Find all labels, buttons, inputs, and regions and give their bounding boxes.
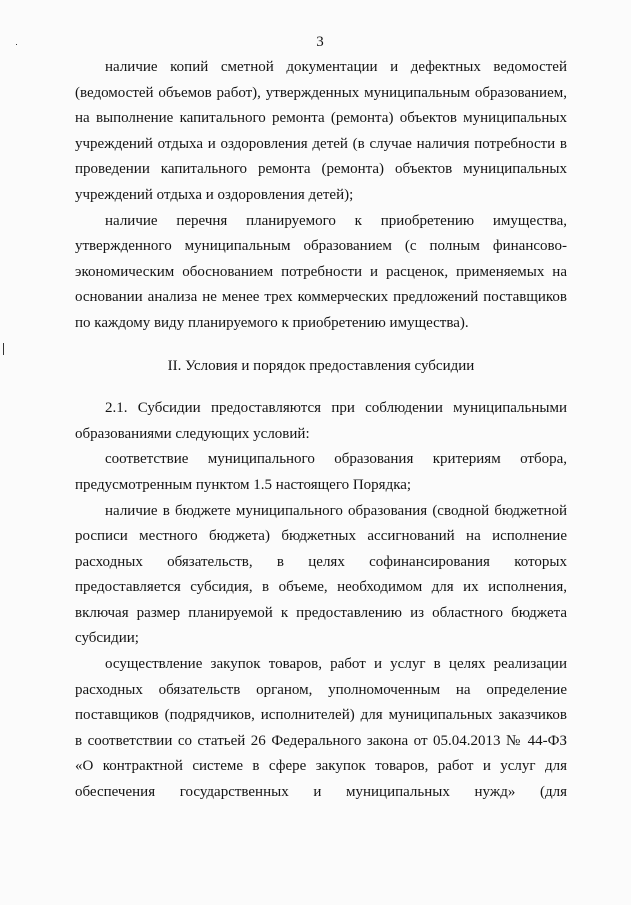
paragraph-line: соответствие муниципального образования критериям отбора, <box>105 451 567 468</box>
paragraph-line: учреждений отдыха и оздоровления детей (в случае наличия потребности в <box>75 135 567 152</box>
paragraph-line: основании анализа не менее трех коммерческих предложений поставщиков <box>75 289 567 306</box>
paragraph-line: наличие копий сметной документации и дефектных ведомостей <box>105 59 567 75</box>
paragraph-line: включая размер планируемой к предоставлению из областного бюджета <box>75 604 567 621</box>
paragraph-line: по каждому виду планируемого к приобретению имущества). <box>75 314 469 331</box>
section-heading: II. Условия и порядок предоставления субсидии <box>167 357 475 374</box>
paragraph-line: предусмотренным пунктом 1.5 настоящего Порядка; <box>75 476 412 493</box>
paragraph-line: расходных обязательств, в целях софинансирования которых <box>75 553 567 570</box>
paragraph-line: проведении капитального ремонта (ремонта) объектов муниципальных <box>75 161 567 178</box>
paragraph-line: на выполнение капитального ремонта (ремонта) объектов муниципальных <box>75 110 567 127</box>
paragraph-line: в соответствии со статьей 26 Федерального закона от 05.04.2013 № 44-ФЗ <box>75 732 567 749</box>
page-number: 3 <box>316 34 324 50</box>
paragraph-line: наличие перечня планируемого к приобретению имущества, <box>105 212 567 229</box>
document-body <box>75 55 567 806</box>
paragraph-line: предоставляется субсидия, в объеме, необходимом для их исполнения, <box>75 579 567 596</box>
paragraph-line: наличие в бюджете муниципального образования (сводной бюджетной <box>105 502 567 519</box>
paragraph-line: обеспечения государственных и муниципальных нужд» (для <box>75 784 567 801</box>
scan-mark <box>3 343 4 355</box>
scan-mark <box>16 44 17 45</box>
paragraph-line: утвержденного муниципальным образованием (с полным финансово- <box>75 238 567 255</box>
paragraph-line: «О контрактной системе в сфере закупок товаров, работ и услуг для <box>75 758 567 775</box>
paragraph-line: образованиями следующих условий: <box>75 425 310 442</box>
paragraph-line: расходных обязательств органом, уполномоченным на определение <box>75 681 567 698</box>
paragraph-line: росписи местного бюджета) бюджетных ассигнований на исполнение <box>75 528 567 545</box>
paragraph-line: экономическим обоснованием потребности и расценок, применяемых на <box>75 263 567 280</box>
paragraph-line: 2.1. Субсидии предоставляются при соблюдении муниципальными <box>105 400 567 417</box>
paragraph-line: (ведомостей объемов работ), утвержденных муниципальным образованием, <box>75 84 567 101</box>
paragraph-line: учреждений отдыха и оздоровления детей); <box>75 186 354 203</box>
paragraph-line: осуществление закупок товаров, работ и услуг в целях реализации <box>105 656 567 673</box>
paragraph-line: поставщиков (подрядчиков, исполнителей) для муниципальных заказчиков <box>75 707 567 724</box>
paragraph-line: субсидии; <box>75 630 139 647</box>
